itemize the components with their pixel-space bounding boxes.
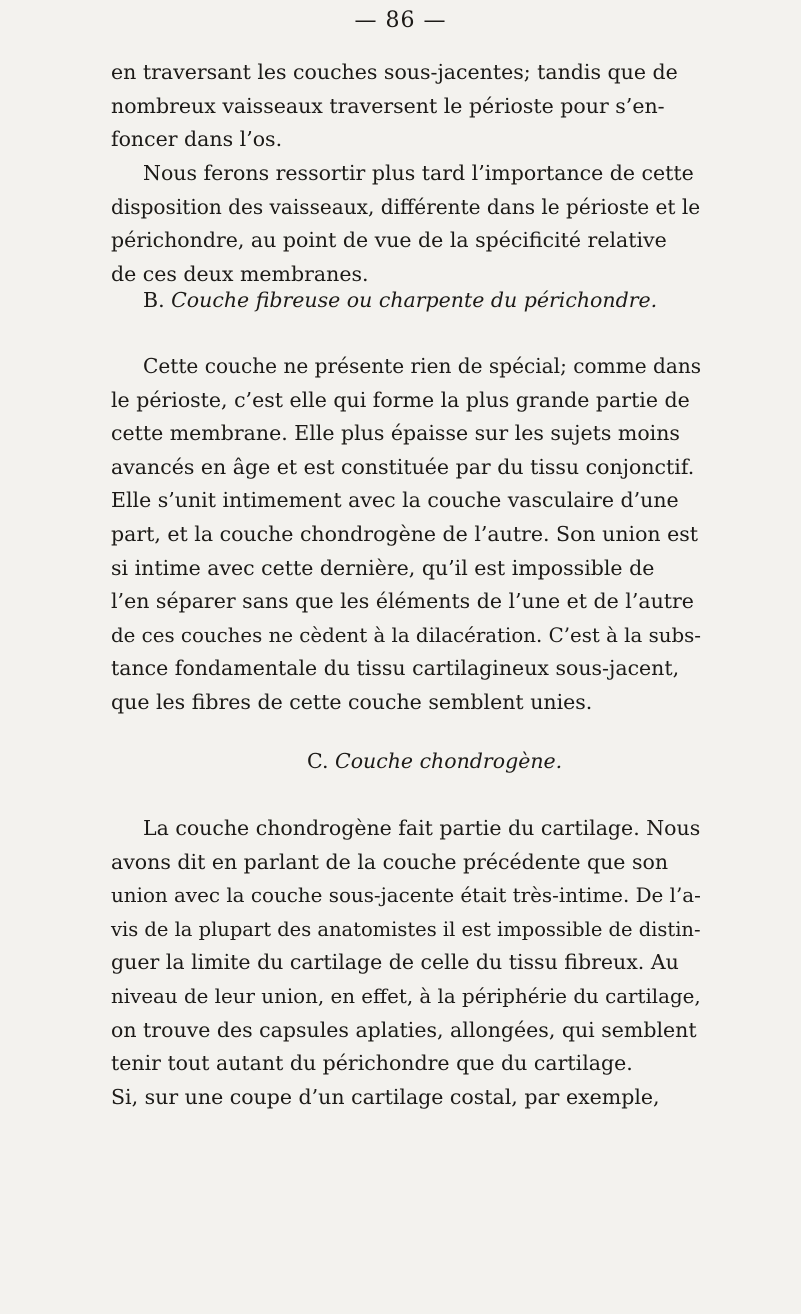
text-line: disposition des vaisseaux, différente dans le périoste et le — [111, 194, 701, 219]
text-line: guer la limite du cartilage de celle du tissu fibreux. Au — [111, 950, 679, 975]
text-line: union avec la couche sous-jacente était très-intime. De l’a- — [111, 884, 701, 908]
text-line: l’en séparer sans que les éléments de l’une et de l’autre — [111, 589, 694, 614]
paragraph-continuation — [111, 56, 701, 157]
section-heading-b — [143, 284, 657, 318]
text-line: cette membrane. Elle plus épaisse sur les sujets moins — [111, 421, 680, 446]
text-line: périchondre, au point de vue de la spécificité relative — [111, 228, 667, 253]
text-line: de ces couches ne cèdent à la dilacération. C’est à la subs- — [111, 623, 701, 647]
text-line: de ces deux membranes. — [111, 261, 369, 286]
text-line: Nous ferons ressortir plus tard l’importance de cette — [143, 161, 694, 185]
text-line: en traversant les couches sous-jacentes; tandis que de — [111, 60, 678, 84]
text-line: que les fibres de cette couche semblent unies. — [111, 689, 593, 714]
text-line: vis de la plupart des anatomistes il est impossible de distin- — [111, 917, 701, 941]
text-line: Cette couche ne présente rien de spécial; comme dans — [143, 354, 702, 378]
text-line: niveau de leur union, en effet, à la périphérie du cartilage, — [111, 984, 701, 1008]
section-label: C. — [307, 749, 329, 773]
text-line: foncer dans l’os. — [111, 127, 283, 152]
text-line: nombreux vaisseaux traversent le périoste pour s’en- — [111, 93, 665, 118]
section-title: Couche chondrogène. — [335, 749, 563, 773]
section-heading-c — [307, 745, 562, 779]
text-line: La couche chondrogène fait partie du cartilage. Nous — [143, 816, 701, 840]
text-line: Elle s’unit intimement avec la couche vasculaire d’une — [111, 488, 679, 513]
text-line: avons dit en parlant de la couche précédente que son — [111, 849, 669, 874]
section-label: B. — [143, 288, 165, 312]
paragraph-chondrogenic-layer — [111, 812, 701, 1114]
text-line: si intime avec cette dernière, qu’il est impossible de — [111, 555, 655, 580]
section-title: Couche fibreuse ou charpente du périchondre. — [171, 288, 658, 312]
text-line: avancés en âge et est constituée par du tissu conjonctif. — [111, 454, 695, 479]
text-line: tance fondamentale du tissu cartilagineux sous-jacent, — [111, 656, 680, 681]
paragraph-vessels — [111, 157, 701, 291]
page-number: — 86 — — [354, 8, 447, 33]
text-line: part, et la couche chondrogène de l’autre. Son union est — [111, 521, 699, 546]
text-line: on trouve des capsules aplaties, allongées, qui semblent — [111, 1017, 697, 1042]
text-line: le périoste, c’est elle qui forme la plus grande partie de — [111, 387, 690, 412]
paragraph-fibrous-layer — [111, 350, 701, 720]
text-line: tenir tout autant du périchondre que du cartilage. — [111, 1051, 633, 1076]
text-line: Si, sur une coupe d’un cartilage costal, par exemple, — [111, 1084, 660, 1109]
